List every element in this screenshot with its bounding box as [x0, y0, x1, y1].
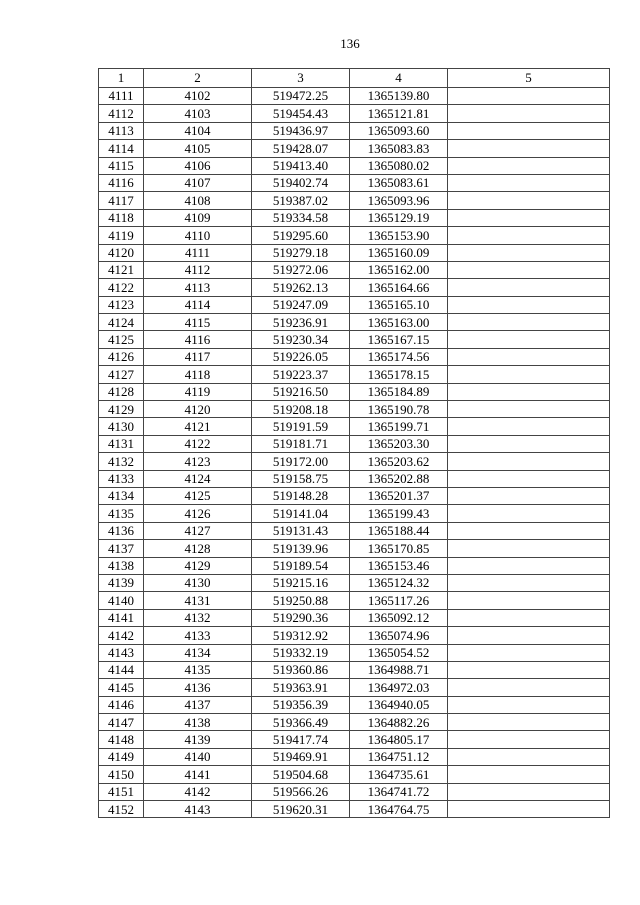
coordinate-x-cell: 519262.13 — [252, 279, 350, 296]
coordinate-x-cell: 519469.91 — [252, 748, 350, 765]
coordinate-y-cell: 1365093.60 — [350, 122, 448, 139]
coordinate-x-cell: 519236.91 — [252, 314, 350, 331]
table-row — [99, 105, 610, 122]
note-cell — [448, 748, 610, 765]
source-number-cell: 4121 — [144, 418, 252, 435]
table-row — [99, 418, 610, 435]
point-number-cell: 4127 — [99, 366, 144, 383]
source-number-cell: 4128 — [144, 540, 252, 557]
source-number-cell: 4114 — [144, 296, 252, 313]
coordinate-x-cell: 519148.28 — [252, 487, 350, 504]
coordinate-x-cell: 519208.18 — [252, 401, 350, 418]
table-row — [99, 383, 610, 400]
coordinate-y-cell: 1365160.09 — [350, 244, 448, 261]
note-cell — [448, 174, 610, 191]
point-number-cell: 4123 — [99, 296, 144, 313]
page-number: 136 — [340, 36, 360, 51]
table-row — [99, 122, 610, 139]
table-row — [99, 766, 610, 783]
table-row — [99, 192, 610, 209]
coordinate-x-cell: 519279.18 — [252, 244, 350, 261]
note-cell — [448, 470, 610, 487]
point-number-cell: 4148 — [99, 731, 144, 748]
source-number-cell: 4123 — [144, 453, 252, 470]
coordinate-y-cell: 1365163.00 — [350, 314, 448, 331]
point-number-cell: 4135 — [99, 505, 144, 522]
source-number-cell: 4122 — [144, 435, 252, 452]
point-number-cell: 4138 — [99, 557, 144, 574]
coordinate-x-cell: 519216.50 — [252, 383, 350, 400]
coordinate-y-cell: 1365117.26 — [350, 592, 448, 609]
coordinate-y-cell: 1365178.15 — [350, 366, 448, 383]
coordinate-x-cell: 519620.31 — [252, 801, 350, 818]
source-number-cell: 4133 — [144, 627, 252, 644]
note-cell — [448, 731, 610, 748]
point-number-cell: 4142 — [99, 627, 144, 644]
coordinate-x-cell: 519230.34 — [252, 331, 350, 348]
note-cell — [448, 209, 610, 226]
table-row — [99, 296, 610, 313]
point-number-cell: 4152 — [99, 801, 144, 818]
coordinate-x-cell: 519158.75 — [252, 470, 350, 487]
note-cell — [448, 314, 610, 331]
source-number-cell: 4119 — [144, 383, 252, 400]
point-number-cell: 4129 — [99, 401, 144, 418]
coordinate-x-cell: 519334.58 — [252, 209, 350, 226]
point-number-cell: 4137 — [99, 540, 144, 557]
coordinate-y-cell: 1365092.12 — [350, 609, 448, 626]
coordinate-x-cell: 519472.25 — [252, 88, 350, 105]
source-number-cell: 4120 — [144, 401, 252, 418]
coordinate-y-cell: 1365184.89 — [350, 383, 448, 400]
table-row — [99, 644, 610, 661]
source-number-cell: 4140 — [144, 748, 252, 765]
source-number-cell: 4135 — [144, 661, 252, 678]
coordinates-table — [98, 68, 610, 818]
coordinate-x-cell: 519356.39 — [252, 696, 350, 713]
note-cell — [448, 418, 610, 435]
coordinate-y-cell: 1365203.62 — [350, 453, 448, 470]
note-cell — [448, 557, 610, 574]
note-cell — [448, 453, 610, 470]
table-row — [99, 227, 610, 244]
table-row — [99, 627, 610, 644]
column-header-4: 4 — [350, 69, 448, 88]
coordinate-y-cell: 1365164.66 — [350, 279, 448, 296]
source-number-cell: 4102 — [144, 88, 252, 105]
source-number-cell: 4105 — [144, 140, 252, 157]
table-row — [99, 714, 610, 731]
point-number-cell: 4120 — [99, 244, 144, 261]
point-number-cell: 4117 — [99, 192, 144, 209]
coordinate-y-cell: 1364988.71 — [350, 661, 448, 678]
table-row — [99, 366, 610, 383]
coordinate-y-cell: 1365121.81 — [350, 105, 448, 122]
note-cell — [448, 505, 610, 522]
coordinate-y-cell: 1364741.72 — [350, 783, 448, 800]
source-number-cell: 4129 — [144, 557, 252, 574]
note-cell — [448, 783, 610, 800]
coordinate-y-cell: 1365188.44 — [350, 522, 448, 539]
table-row — [99, 279, 610, 296]
note-cell — [448, 279, 610, 296]
note-cell — [448, 766, 610, 783]
coordinate-x-cell: 519139.96 — [252, 540, 350, 557]
note-cell — [448, 592, 610, 609]
coordinate-y-cell: 1365074.96 — [350, 627, 448, 644]
point-number-cell: 4118 — [99, 209, 144, 226]
coordinate-y-cell: 1365203.30 — [350, 435, 448, 452]
note-cell — [448, 348, 610, 365]
coordinate-x-cell: 519295.60 — [252, 227, 350, 244]
table-row — [99, 314, 610, 331]
table-row — [99, 783, 610, 800]
note-cell — [448, 192, 610, 209]
point-number-cell: 4134 — [99, 487, 144, 504]
point-number-cell: 4149 — [99, 748, 144, 765]
coordinate-y-cell: 1364764.75 — [350, 801, 448, 818]
point-number-cell: 4151 — [99, 783, 144, 800]
source-number-cell: 4125 — [144, 487, 252, 504]
coordinate-x-cell: 519363.91 — [252, 679, 350, 696]
coordinate-x-cell: 519189.54 — [252, 557, 350, 574]
point-number-cell: 4111 — [99, 88, 144, 105]
point-number-cell: 4130 — [99, 418, 144, 435]
note-cell — [448, 644, 610, 661]
coordinate-y-cell: 1365080.02 — [350, 157, 448, 174]
point-number-cell: 4140 — [99, 592, 144, 609]
coordinate-x-cell: 519566.26 — [252, 783, 350, 800]
table-row — [99, 435, 610, 452]
coordinate-y-cell: 1365093.96 — [350, 192, 448, 209]
coordinate-x-cell: 519504.68 — [252, 766, 350, 783]
point-number-cell: 4139 — [99, 574, 144, 591]
column-header-5: 5 — [448, 69, 610, 88]
coordinate-y-cell: 1364882.26 — [350, 714, 448, 731]
table-row — [99, 331, 610, 348]
coordinate-x-cell: 519131.43 — [252, 522, 350, 539]
table-row — [99, 453, 610, 470]
source-number-cell: 4110 — [144, 227, 252, 244]
coordinate-y-cell: 1365174.56 — [350, 348, 448, 365]
table-row — [99, 348, 610, 365]
coordinate-y-cell: 1365199.71 — [350, 418, 448, 435]
source-number-cell: 4116 — [144, 331, 252, 348]
note-cell — [448, 261, 610, 278]
point-number-cell: 4131 — [99, 435, 144, 452]
table-row — [99, 140, 610, 157]
coordinate-y-cell: 1364735.61 — [350, 766, 448, 783]
note-cell — [448, 627, 610, 644]
column-header-3: 3 — [252, 69, 350, 88]
note-cell — [448, 522, 610, 539]
coordinate-y-cell: 1365054.52 — [350, 644, 448, 661]
coordinate-y-cell: 1365167.15 — [350, 331, 448, 348]
source-number-cell: 4104 — [144, 122, 252, 139]
coordinate-x-cell: 519454.43 — [252, 105, 350, 122]
point-number-cell: 4145 — [99, 679, 144, 696]
point-number-cell: 4113 — [99, 122, 144, 139]
point-number-cell: 4136 — [99, 522, 144, 539]
coordinate-x-cell: 519272.06 — [252, 261, 350, 278]
point-number-cell: 4114 — [99, 140, 144, 157]
source-number-cell: 4112 — [144, 261, 252, 278]
coordinate-y-cell: 1365139.80 — [350, 88, 448, 105]
note-cell — [448, 661, 610, 678]
coordinate-x-cell: 519181.71 — [252, 435, 350, 452]
coordinate-x-cell: 519413.40 — [252, 157, 350, 174]
table-row — [99, 748, 610, 765]
coordinate-x-cell: 519436.97 — [252, 122, 350, 139]
coordinate-x-cell: 519290.36 — [252, 609, 350, 626]
coordinate-y-cell: 1364805.17 — [350, 731, 448, 748]
note-cell — [448, 140, 610, 157]
coordinate-x-cell: 519215.16 — [252, 574, 350, 591]
point-number-cell: 4147 — [99, 714, 144, 731]
note-cell — [448, 540, 610, 557]
source-number-cell: 4131 — [144, 592, 252, 609]
coordinate-y-cell: 1364940.05 — [350, 696, 448, 713]
note-cell — [448, 487, 610, 504]
coordinate-x-cell: 519332.19 — [252, 644, 350, 661]
coordinate-y-cell: 1365201.37 — [350, 487, 448, 504]
table-row — [99, 487, 610, 504]
coordinate-x-cell: 519312.92 — [252, 627, 350, 644]
table-row — [99, 174, 610, 191]
coordinate-y-cell: 1365153.46 — [350, 557, 448, 574]
note-cell — [448, 105, 610, 122]
table-row — [99, 401, 610, 418]
point-number-cell: 4146 — [99, 696, 144, 713]
coordinate-y-cell: 1365162.00 — [350, 261, 448, 278]
note-cell — [448, 435, 610, 452]
source-number-cell: 4130 — [144, 574, 252, 591]
table-body — [99, 88, 610, 818]
point-number-cell: 4126 — [99, 348, 144, 365]
point-number-cell: 4119 — [99, 227, 144, 244]
source-number-cell: 4124 — [144, 470, 252, 487]
point-number-cell: 4141 — [99, 609, 144, 626]
table-row — [99, 88, 610, 105]
source-number-cell: 4134 — [144, 644, 252, 661]
table-row — [99, 505, 610, 522]
table-row — [99, 470, 610, 487]
coordinate-x-cell: 519360.86 — [252, 661, 350, 678]
source-number-cell: 4143 — [144, 801, 252, 818]
point-number-cell: 4115 — [99, 157, 144, 174]
note-cell — [448, 401, 610, 418]
table-row — [99, 661, 610, 678]
note-cell — [448, 331, 610, 348]
source-number-cell: 4109 — [144, 209, 252, 226]
coordinate-x-cell: 519141.04 — [252, 505, 350, 522]
source-number-cell: 4138 — [144, 714, 252, 731]
coordinate-y-cell: 1364751.12 — [350, 748, 448, 765]
coordinate-x-cell: 519223.37 — [252, 366, 350, 383]
table-row — [99, 696, 610, 713]
coordinate-y-cell: 1365170.85 — [350, 540, 448, 557]
source-number-cell: 4132 — [144, 609, 252, 626]
note-cell — [448, 696, 610, 713]
note-cell — [448, 383, 610, 400]
point-number-cell: 4133 — [99, 470, 144, 487]
table-row — [99, 801, 610, 818]
coordinate-x-cell: 519366.49 — [252, 714, 350, 731]
source-number-cell: 4117 — [144, 348, 252, 365]
table-row — [99, 557, 610, 574]
coordinate-x-cell: 519417.74 — [252, 731, 350, 748]
table-row — [99, 261, 610, 278]
table-header-row — [99, 69, 610, 88]
point-number-cell: 4124 — [99, 314, 144, 331]
coordinate-x-cell: 519247.09 — [252, 296, 350, 313]
table-row — [99, 540, 610, 557]
coordinate-y-cell: 1365083.83 — [350, 140, 448, 157]
source-number-cell: 4136 — [144, 679, 252, 696]
point-number-cell: 4122 — [99, 279, 144, 296]
note-cell — [448, 296, 610, 313]
note-cell — [448, 244, 610, 261]
note-cell — [448, 609, 610, 626]
source-number-cell: 4139 — [144, 731, 252, 748]
coordinate-y-cell: 1364972.03 — [350, 679, 448, 696]
table-row — [99, 574, 610, 591]
source-number-cell: 4142 — [144, 783, 252, 800]
coordinate-x-cell: 519191.59 — [252, 418, 350, 435]
table-row — [99, 209, 610, 226]
point-number-cell: 4143 — [99, 644, 144, 661]
table-row — [99, 157, 610, 174]
table-row — [99, 522, 610, 539]
source-number-cell: 4141 — [144, 766, 252, 783]
note-cell — [448, 366, 610, 383]
note-cell — [448, 801, 610, 818]
coordinate-x-cell: 519402.74 — [252, 174, 350, 191]
table-row — [99, 609, 610, 626]
column-header-2: 2 — [144, 69, 252, 88]
point-number-cell: 4132 — [99, 453, 144, 470]
source-number-cell: 4115 — [144, 314, 252, 331]
source-number-cell: 4107 — [144, 174, 252, 191]
note-cell — [448, 714, 610, 731]
point-number-cell: 4144 — [99, 661, 144, 678]
coordinate-y-cell: 1365190.78 — [350, 401, 448, 418]
table-row — [99, 592, 610, 609]
note-cell — [448, 88, 610, 105]
coordinate-y-cell: 1365153.90 — [350, 227, 448, 244]
source-number-cell: 4127 — [144, 522, 252, 539]
coordinate-y-cell: 1365083.61 — [350, 174, 448, 191]
source-number-cell: 4106 — [144, 157, 252, 174]
coordinate-x-cell: 519428.07 — [252, 140, 350, 157]
coordinate-y-cell: 1365202.88 — [350, 470, 448, 487]
point-number-cell: 4116 — [99, 174, 144, 191]
note-cell — [448, 122, 610, 139]
table-row — [99, 244, 610, 261]
source-number-cell: 4111 — [144, 244, 252, 261]
note-cell — [448, 157, 610, 174]
source-number-cell: 4108 — [144, 192, 252, 209]
note-cell — [448, 227, 610, 244]
note-cell — [448, 574, 610, 591]
point-number-cell: 4121 — [99, 261, 144, 278]
source-number-cell: 4126 — [144, 505, 252, 522]
coordinate-y-cell: 1365124.32 — [350, 574, 448, 591]
source-number-cell: 4118 — [144, 366, 252, 383]
point-number-cell: 4128 — [99, 383, 144, 400]
table-row — [99, 679, 610, 696]
coordinate-y-cell: 1365165.10 — [350, 296, 448, 313]
point-number-cell: 4112 — [99, 105, 144, 122]
source-number-cell: 4103 — [144, 105, 252, 122]
column-header-1: 1 — [99, 69, 144, 88]
coordinate-x-cell: 519387.02 — [252, 192, 350, 209]
source-number-cell: 4137 — [144, 696, 252, 713]
source-number-cell: 4113 — [144, 279, 252, 296]
coordinate-x-cell: 519250.88 — [252, 592, 350, 609]
coordinate-x-cell: 519172.00 — [252, 453, 350, 470]
note-cell — [448, 679, 610, 696]
point-number-cell: 4125 — [99, 331, 144, 348]
point-number-cell: 4150 — [99, 766, 144, 783]
table-row — [99, 731, 610, 748]
coordinate-y-cell: 1365199.43 — [350, 505, 448, 522]
coordinate-y-cell: 1365129.19 — [350, 209, 448, 226]
coordinate-x-cell: 519226.05 — [252, 348, 350, 365]
